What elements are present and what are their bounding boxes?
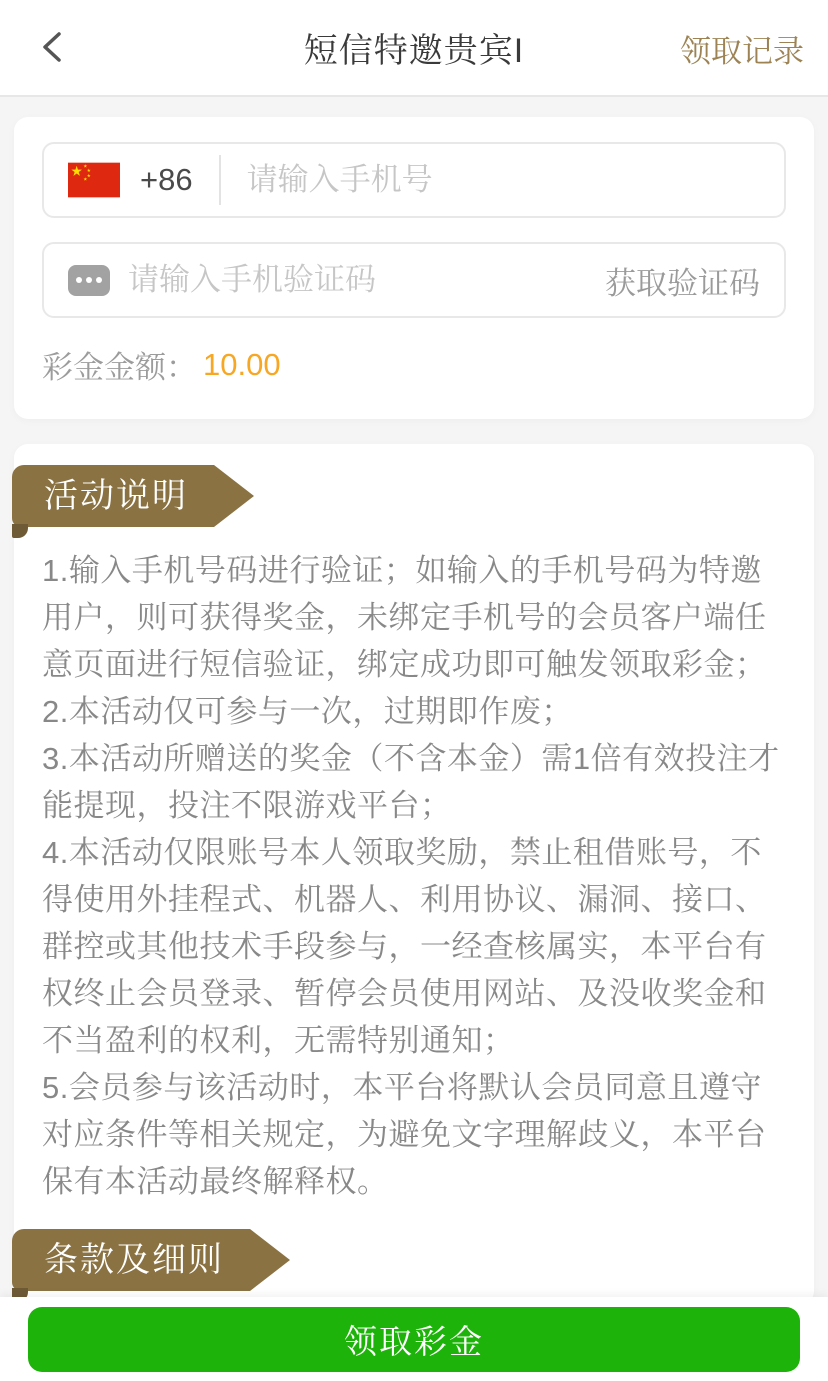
sms-code-icon [68, 265, 110, 296]
bonus-amount: 10.00 [203, 346, 281, 382]
code-input-row [42, 242, 786, 318]
page-title: 短信特邀贵宾I [303, 32, 525, 70]
activity-section-ribbon: 活动说明 [12, 465, 214, 527]
rule-item: 3.本活动所赠送的奖金（不含本金）需1倍有效投注才能提现，投注不限游戏平台； [42, 741, 780, 823]
back-button[interactable] [22, 0, 82, 97]
rule-item: 2.本活动仅可参与一次，过期即作废； [42, 694, 573, 729]
china-flag-icon[interactable] [68, 162, 120, 198]
phone-input[interactable] [247, 162, 760, 198]
records-link[interactable]: 领取记录 [680, 0, 804, 97]
rule-item: 1.输入手机号码进行验证；如输入的手机号码为特邀用户，则可获得奖金，未绑定手机号的会员客户端任意页面进行短信验证，绑定成功即可触发领取彩金； [42, 553, 767, 682]
activity-section-header-row [42, 465, 786, 527]
bonus-row [42, 342, 786, 387]
terms-section-header-row [42, 1229, 786, 1291]
bonus-label: 彩金金额： [42, 350, 197, 385]
claim-form-card [14, 117, 814, 419]
rule-item: 4.本活动仅限账号本人领取奖励，禁止租借账号，不得使用外挂程式、机器人、利用协议、漏洞、接口、群控或其他技术手段参与，一经查核属实，本平台有权终止会员登录、暂停会员使用网站、及没收奖金和不当盈利的权利，无需特别通知； [42, 835, 767, 1058]
verification-code-input[interactable] [128, 262, 605, 298]
claim-bonus-button[interactable]: 领取彩金 [28, 1307, 800, 1372]
get-code-button[interactable]: 获取验证码 [605, 258, 760, 303]
chevron-left-icon [40, 31, 64, 66]
rules-card [14, 444, 814, 1305]
activity-rules-list [42, 547, 786, 1205]
rule-item: 5.会员参与该活动时，本平台将默认会员同意且遵守对应条件等相关规定，为避免文字理解歧义，本平台保有本活动最终解释权。 [42, 1070, 767, 1199]
phone-input-row [42, 142, 786, 218]
header [0, 0, 828, 97]
country-code[interactable]: +86 [140, 162, 193, 197]
input-divider [219, 155, 221, 205]
terms-section-ribbon: 条款及细则 [12, 1229, 250, 1291]
bottom-action-bar [0, 1297, 828, 1381]
